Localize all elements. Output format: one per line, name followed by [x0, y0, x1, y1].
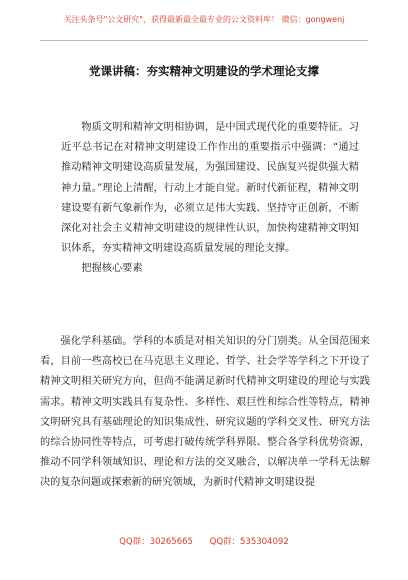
footer-qq: [0, 535, 408, 547]
paragraph-3: [40, 332, 370, 494]
paragraph-1: 物质文明和精神文明相协调，是中国式现代化的重要特征。习近平总书记在对精神文明建设工作作出的重要指示中强调：“通过推动精神文明建设高质量发展，为强国建设、民族复兴提供强大精神力量。”理论上清醒，行动上才能自觉。新时代新征程，精神文明建设要有新气象新作为，必须立足伟大实践、坚持守正创新，不断深化对社会主义精神文明建设的规律性认识，加快构建精神文明知识体系，夯实精神文明建设高质量发展的理论支撑。: [61, 122, 359, 255]
section-heading: 把握核心要素: [81, 263, 143, 275]
paragraph-3-text: 强化学科基础。学科的本质是对相关知识的分门别类。从全国范围来看，目前一些高校已在马克思主义理论、哲学、社会学等学科之下开设了精神文明相关研究方向，但尚不能满足新时代精神文明建设的理论与实践需求。精神文明实践具有复杂性、多样性、艰巨性和综合性等特点，精神文明研究具有基础理论的知识集成性、研究议题的学科交叉性、研究方法的综合协同性等特点，可考虑打破传统学科界限、整合各学科优势资源，推动不同学科领域知识、理论和方法的交叉融合，以解决单一学科无法解决的复杂问题或探索新的研究领域，为新时代精神文明建设提: [40, 336, 370, 489]
document-body: [61, 118, 359, 280]
header-divider: [40, 40, 368, 41]
header-promo: 关注头条号"公文研究"，获得最新最全最专业的公文资料库！ 微信：gongwenj: [63, 15, 345, 24]
document-title: 党课讲稿：夯实精神文明建设的学术理论支撑: [89, 64, 319, 78]
footer-qq-2: QQ群：535304092: [209, 537, 289, 547]
footer-qq-1: QQ群：30265665: [119, 537, 193, 547]
